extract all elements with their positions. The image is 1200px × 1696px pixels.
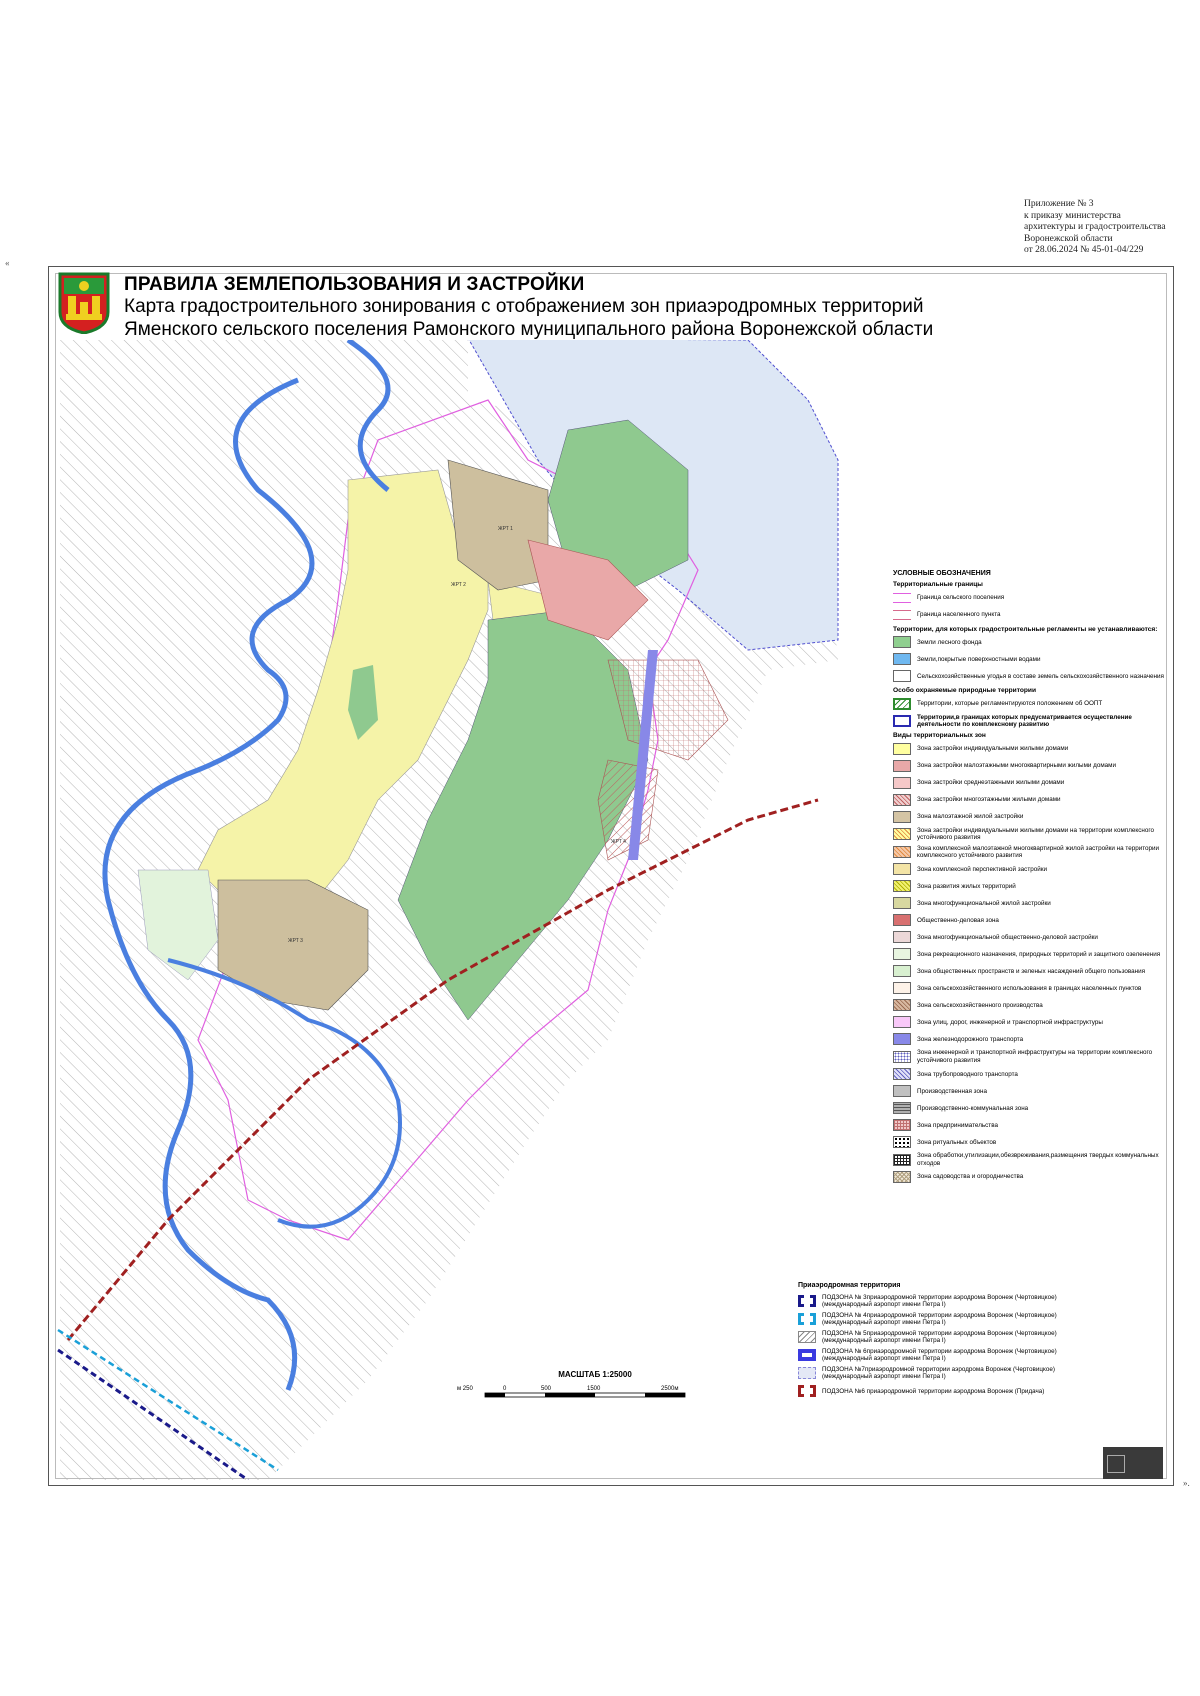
legend-swatch xyxy=(893,965,911,977)
legend-label: ПОДЗОНА №6 приаэродромной территории аэродрома Воронеж (Придача) xyxy=(822,1387,1045,1395)
legend-swatch xyxy=(893,1171,911,1183)
map-label-zhrt2: ЖРТ 2 xyxy=(451,582,466,588)
legend-item xyxy=(893,845,1165,860)
legend-label: Общественно-деловая зона xyxy=(917,916,999,924)
legend-swatch xyxy=(893,982,911,994)
legend-borders-title: Территориальные границы xyxy=(893,581,983,589)
legend-swatch xyxy=(893,653,911,665)
legend-label: Зона железнодорожного транспорта xyxy=(917,1035,1024,1043)
legend-swatch xyxy=(893,863,911,875)
legend-item xyxy=(893,998,1165,1012)
legend-label: ПОДЗОНА № 3приаэродромной территории аэродрома Воронеж (Чертовицкое) (международный аэропорт имени Петра I) xyxy=(822,1294,1057,1309)
legend-item xyxy=(893,879,1165,893)
scale-tick: 0 xyxy=(503,1386,507,1392)
legend-item xyxy=(893,862,1165,876)
legend-protected-title: Особо охраняемые природные территории xyxy=(893,687,1037,695)
legend-label: Зона инженерной и транспортной инфраструктуры на территории комплексного устойчивого развития xyxy=(917,1049,1153,1064)
legend-swatch xyxy=(798,1349,816,1361)
aero-legend-header: Приаэродромная территория xyxy=(798,1282,901,1289)
legend-swatch xyxy=(798,1331,816,1343)
legend-item xyxy=(893,669,1165,683)
legend-swatch xyxy=(893,1033,911,1045)
legend-label: Зона многофункциональной жилой застройки xyxy=(917,899,1051,907)
legend-item xyxy=(798,1365,1098,1381)
legend-item xyxy=(893,1118,1165,1132)
legend-item xyxy=(893,896,1165,910)
legend-item xyxy=(893,793,1165,807)
appendix-line: от 28.06.2024 № 45-01-04/229 xyxy=(1024,245,1144,255)
legend-item xyxy=(893,1049,1165,1064)
legend-label: Зона застройки малоэтажными многоквартирными жилыми домами xyxy=(917,762,1117,770)
legend-swatch xyxy=(893,880,911,892)
legend-item xyxy=(893,1032,1165,1046)
legend-swatch xyxy=(893,1085,911,1097)
legend-item xyxy=(893,776,1165,790)
legend-label: Граница сельского поселения xyxy=(917,594,1005,602)
legend-label: Территории, которые регламентируются положением об ООПТ xyxy=(917,699,1103,707)
legend-label: Зона сельскохозяйственного производства xyxy=(917,1001,1043,1009)
legend-item xyxy=(893,759,1165,773)
document-stamp xyxy=(1103,1447,1163,1479)
legend-swatch xyxy=(893,1102,911,1114)
legend-swatch xyxy=(893,1136,911,1148)
stamp-qr-icon xyxy=(1107,1455,1125,1473)
legend-no-regulation-list xyxy=(893,635,1165,683)
legend-swatch xyxy=(798,1367,816,1379)
legend-label: Зона застройки среднеэтажными жилыми домами xyxy=(917,779,1065,787)
scale-ticks xyxy=(455,1386,695,1418)
legend-label: Производственная зона xyxy=(917,1087,987,1095)
appendix-note xyxy=(1024,199,1194,257)
legend-label: Зона развития жилых территорий xyxy=(917,882,1016,890)
legend-borders-list xyxy=(893,591,1165,622)
legend-label: Зона сельскохозяйственного использования в границах населенных пунктов xyxy=(917,984,1142,992)
legend-item xyxy=(798,1293,1098,1309)
title-rules: ПРАВИЛА ЗЕМЛЕПОЛЬЗОВАНИЯ И ЗАСТРОЙКИ xyxy=(124,274,585,295)
legend-zones-list xyxy=(893,742,1165,1184)
legend-label: Зона комплексной малоэтажной многоквартирной жилой застройки на территории комплексного устойчивого развития xyxy=(917,844,1160,860)
legend-label: Зона предпринимательства xyxy=(917,1121,998,1129)
legend-swatch xyxy=(798,1385,816,1397)
legend-label: Зона застройки индивидуальными жилыми домами xyxy=(917,745,1069,753)
legend-item xyxy=(893,913,1165,927)
legend-swatch xyxy=(893,948,911,960)
legend-swatch xyxy=(893,636,911,648)
legend-swatch xyxy=(893,593,911,603)
legend-label: Зона садоводства и огородничества xyxy=(917,1173,1024,1181)
legend-no-regulation-title: Территории, для которых градостроительные регламенты не устанавливаются: xyxy=(893,625,1158,633)
legend-swatch xyxy=(893,1051,911,1063)
scale-tick: 2500м xyxy=(661,1386,679,1392)
legend-item xyxy=(893,1152,1165,1167)
legend-label: ПОДЗОНА № 6приаэродромной территории аэродрома Воронеж (Чертовицкое) (международный аэропорт имени Петра I) xyxy=(822,1348,1057,1363)
legend-item xyxy=(893,1015,1165,1029)
legend-label: Зона многофункциональной общественно-деловой застройки xyxy=(917,933,1098,941)
legend-swatch xyxy=(893,931,911,943)
appendix-line: к приказу министерства xyxy=(1024,210,1121,221)
legend-swatch xyxy=(893,828,911,840)
legend-label: Земли,покрытые поверхностными водами xyxy=(917,655,1041,663)
appendix-line: Приложение № 3 xyxy=(1024,199,1094,209)
legend-item xyxy=(893,591,1165,605)
legend-item xyxy=(798,1311,1098,1327)
legend-item xyxy=(798,1347,1098,1363)
legend-swatch xyxy=(798,1295,816,1307)
appendix-line: Воронежской области xyxy=(1024,233,1113,244)
legend-protected-list xyxy=(893,697,1165,711)
legend-item xyxy=(893,652,1165,666)
coat-of-arms-icon xyxy=(58,272,110,334)
title-settlement: Яменского сельского поселения Рамонского муниципального района Воронежской области xyxy=(124,319,934,340)
legend-label: Зона рекреационного назначения, природных территорий и защитного озеленения xyxy=(917,950,1161,958)
legend-header: УСЛОВНЫЕ ОБОЗНАЧЕНИЯ xyxy=(893,570,991,577)
legend-item xyxy=(893,930,1165,944)
legend-label: Зона трубопроводного транспорта xyxy=(917,1070,1018,1078)
legend-label: Зона ритуальных объектов xyxy=(917,1138,997,1146)
legend-swatch xyxy=(893,698,911,710)
legend-label: Производственно-коммунальная зона xyxy=(917,1104,1029,1112)
legend-item xyxy=(893,947,1165,961)
legend-item xyxy=(893,827,1165,842)
legend-item xyxy=(893,608,1165,622)
legend-swatch xyxy=(893,777,911,789)
map-label-zhrt3: ЖРТ 3 xyxy=(288,938,303,944)
legend-label: ПОДЗОНА № 5приаэродромной территории аэродрома Воронеж (Чертовицкое) (международный аэропорт имени Петра I) xyxy=(822,1330,1057,1345)
legend-swatch xyxy=(893,715,911,727)
legend-swatch xyxy=(893,999,911,1011)
scale-bar xyxy=(455,1370,695,1418)
legend-swatch xyxy=(893,1154,911,1166)
map-title xyxy=(124,274,1144,341)
legend-label: Территории,в границах которых предусматривается осуществление деятельности по комплексному развитию xyxy=(917,713,1132,729)
legend-label: ПОДЗОНА № 4приаэродромной территории аэродрома Воронеж (Чертовицкое) (международный аэропорт имени Петра I) xyxy=(822,1312,1057,1327)
legend-item xyxy=(893,635,1165,649)
legend-label: Зона обработки,утилизации,обезвреживания,размещения твердых коммунальных отходов xyxy=(917,1152,1159,1167)
legend-swatch xyxy=(893,743,911,755)
scale-title: МАСШТАБ 1:25000 xyxy=(558,1370,632,1379)
legend xyxy=(893,570,1165,1187)
map-label-zhrt1: ЖРТ 1 xyxy=(498,526,513,532)
legend-swatch xyxy=(893,1068,911,1080)
legend-item xyxy=(893,981,1165,995)
legend-swatch xyxy=(893,846,911,858)
legend-swatch xyxy=(893,610,911,620)
legend-label: Зона общественных пространств и зеленых насаждений общего пользования xyxy=(917,967,1146,975)
legend-swatch xyxy=(893,1119,911,1131)
legend-label: Граница населенного пункта xyxy=(917,611,1001,619)
legend-swatch xyxy=(893,811,911,823)
legend-item xyxy=(893,810,1165,824)
legend-label: Земли лесного фонда xyxy=(917,638,982,646)
title-map-type: Карта градостроительного зонирования с отображением зон приаэродромных территорий xyxy=(124,296,924,317)
scale-graphic xyxy=(455,1391,695,1403)
legend-item xyxy=(798,1383,1098,1399)
legend-item xyxy=(893,964,1165,978)
appendix-line: архитектуры и градостроительства xyxy=(1024,222,1166,232)
legend-swatch xyxy=(893,760,911,772)
legend-label: Сельскохозяйственные угодья в составе земель сельскохозяйственного назначения xyxy=(917,672,1164,680)
legend-label: Зона застройки индивидуальными жилыми домами на территории комплексного устойчивого развития xyxy=(917,826,1155,842)
legend-item xyxy=(893,1135,1165,1149)
legend-swatch xyxy=(893,897,911,909)
legend-swatch xyxy=(798,1313,816,1325)
legend-swatch xyxy=(893,1016,911,1028)
opening-quote: « xyxy=(5,258,10,268)
map-label-zhrt4: ЖРТ 4 xyxy=(611,839,626,845)
legend-item xyxy=(893,1170,1165,1184)
legend-zones-title: Виды территориальных зон xyxy=(893,732,986,740)
closing-quote: ». xyxy=(1183,1478,1190,1488)
legend-item xyxy=(893,742,1165,756)
scale-tick: м 250 xyxy=(457,1386,473,1392)
legend-label: Зона малоэтажной жилой застройки xyxy=(917,813,1024,821)
aero-legend-list xyxy=(798,1293,1098,1399)
legend-item xyxy=(893,1067,1165,1081)
aero-legend xyxy=(798,1282,1098,1401)
legend-label: Зона улиц, дорог, инженерной и транспортной инфраструктуры xyxy=(917,1018,1103,1026)
legend-swatch xyxy=(893,794,911,806)
legend-swatch xyxy=(893,914,911,926)
scale-tick: 1500 xyxy=(587,1386,601,1392)
legend-item xyxy=(893,697,1165,711)
legend-swatch xyxy=(893,670,911,682)
legend-item xyxy=(798,1329,1098,1345)
legend-label: Зона застройки многоэтажными жилыми домами xyxy=(917,796,1061,804)
legend-item-complex-development xyxy=(893,714,1165,729)
legend-label: Зона комплексной перспективной застройки xyxy=(917,865,1048,873)
legend-label: ПОДЗОНА №7приаэродромной территории аэродрома Воронеж (Чертовицкое) (международный аэропорт имени Петра I) xyxy=(822,1366,1055,1381)
scale-tick: 500 xyxy=(541,1386,552,1392)
legend-item xyxy=(893,1084,1165,1098)
legend-item xyxy=(893,1101,1165,1115)
